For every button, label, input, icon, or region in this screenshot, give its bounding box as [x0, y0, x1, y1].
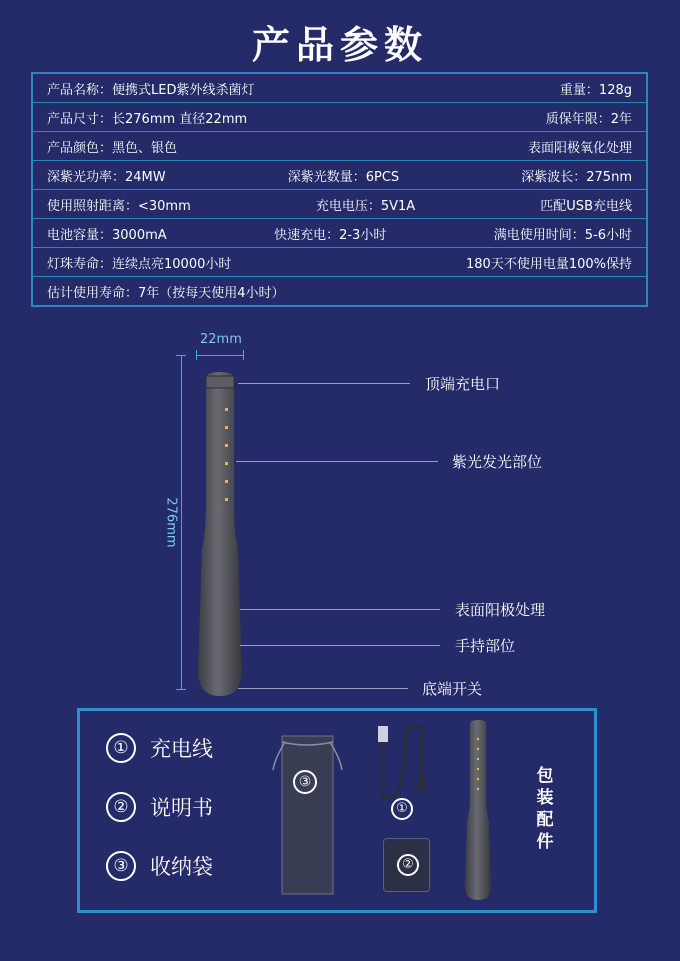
spec-row — [32, 219, 647, 248]
spec-usb: 匹配USB充电线 — [540, 198, 632, 214]
callout-line — [236, 461, 438, 462]
callout-line — [238, 383, 410, 384]
callout-line — [240, 609, 440, 610]
spec-row — [32, 161, 647, 190]
spec-row — [32, 190, 647, 219]
accessory-item — [106, 733, 213, 763]
spec-table — [31, 72, 648, 307]
length-dimension-line — [181, 355, 182, 690]
callout-line — [240, 645, 440, 646]
spec-retention: 180天不使用电量100%保持 — [466, 256, 632, 272]
spec-row — [32, 103, 647, 132]
spec-power: 深紫光功率：24MW — [47, 169, 166, 185]
item-label: 收纳袋 — [150, 855, 213, 879]
spec-row — [32, 132, 647, 161]
manual-number: ② — [397, 854, 419, 876]
spec-color: 产品颜色：黑色、银色 — [47, 140, 178, 156]
spec-warranty: 质保年限：2年 — [545, 111, 632, 127]
spec-battery: 电池容量：3000mA — [47, 227, 167, 243]
spec-lifespan: 估计使用寿命：7年（按每天使用4小时） — [47, 285, 285, 301]
item-label: 充电线 — [150, 737, 213, 761]
spec-led-count: 深紫光数量：6PCS — [287, 169, 400, 185]
spec-led-life: 灯珠寿命：连续点亮10000小时 — [47, 256, 232, 272]
packaging-label: 包 装 配 件 — [536, 766, 554, 852]
spec-row — [32, 73, 647, 103]
width-dimension-label: 22mm — [200, 332, 242, 347]
callout-uv-area: 紫光发光部位 — [452, 453, 543, 471]
callout-top-port: 顶端充电口 — [425, 375, 501, 393]
width-dimension-line — [196, 355, 244, 356]
lamp-small-illustration — [458, 718, 498, 902]
accessory-item — [106, 851, 213, 881]
callout-line — [238, 688, 408, 689]
storage-pouch-illustration — [265, 718, 350, 900]
item-number: ③ — [106, 851, 136, 881]
callout-handle: 手持部位 — [455, 637, 516, 655]
spec-wavelength: 深紫波长：275nm — [521, 169, 632, 185]
spec-row — [32, 248, 647, 277]
spec-charge-time: 快速充电：2-3小时 — [274, 227, 387, 243]
length-dimension-label: 276mm — [163, 497, 179, 548]
spec-voltage: 充电电压：5V1A — [315, 198, 416, 214]
callout-bottom-switch: 底端开关 — [422, 680, 483, 698]
spec-runtime: 满电使用时间：5-6小时 — [493, 227, 632, 243]
cable-number: ① — [391, 798, 413, 820]
callout-anodized: 表面阳极处理 — [455, 601, 546, 619]
item-number: ① — [106, 733, 136, 763]
uv-lamp-illustration — [190, 370, 250, 700]
spec-name: 产品名称：便携式LED紫外线杀菌灯 — [47, 82, 255, 98]
spec-distance: 使用照射距离：<30mm — [47, 198, 191, 214]
spec-size: 产品尺寸：长276mm 直径22mm — [47, 111, 248, 127]
charging-cable-illustration — [370, 722, 435, 802]
pouch-number: ③ — [293, 770, 317, 794]
page-title: 产品参数 — [251, 22, 428, 67]
item-label: 说明书 — [150, 796, 213, 820]
spec-weight: 重量：128g — [559, 82, 632, 98]
item-number: ② — [106, 792, 136, 822]
spec-row — [32, 277, 647, 307]
spec-surface: 表面阳极氧化处理 — [527, 140, 632, 156]
accessory-item — [106, 792, 213, 822]
